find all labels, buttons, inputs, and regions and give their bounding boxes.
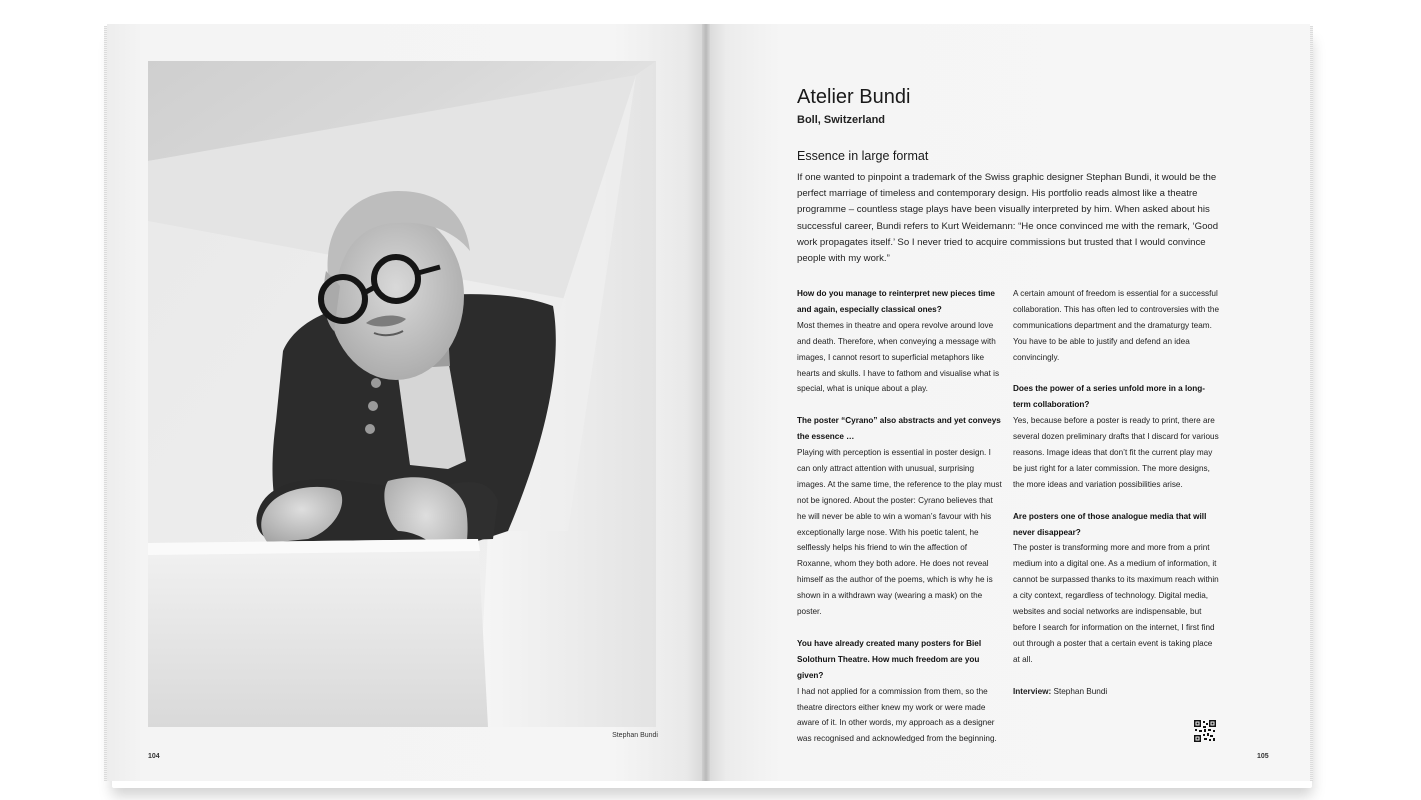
page-number-left: 104 bbox=[148, 753, 160, 760]
interview-answer: Yes, because before a poster is ready to print, there are several dozen preliminary drafts that I discard for various reasons. Image ideas that don’t fit the current play may be just right for a later commission. The more designs, the more ideas and variation possibilities arise. bbox=[1013, 416, 1219, 489]
interview-column-right bbox=[1013, 286, 1219, 700]
intro-paragraph: If one wanted to pinpoint a trademark of the Swiss graphic designer Stephan Bundi, it would be the perfect marriage of timeless and contemporary design. His portfolio reads almost like a theatre programme – countless stage plays have been visually interpreted by him. When asked about his successful career, Bundi refers to Kurt Weidemann: “He once convinced me with the remark, ‘Good work propagates itself.’ So I never tried to acquire commissions but trusted that I would convince people with my work.” bbox=[797, 172, 1219, 265]
credit-name: Stephan Bundi bbox=[1053, 686, 1108, 696]
portrait-photo bbox=[148, 61, 656, 727]
interview-question: The poster “Cyrano” also abstracts and yet conveys the essence … bbox=[797, 416, 1001, 442]
credit-label: Interview: bbox=[1013, 686, 1052, 696]
interview-question: Are posters one of those analogue media that will never disappear? bbox=[1013, 511, 1207, 537]
interview-question: How do you manage to reinterpret new pieces time and again, especially classical ones? bbox=[797, 289, 995, 314]
portrait-illustration bbox=[148, 61, 656, 727]
interview-answer-continued: A certain amount of freedom is essential for a successful collaboration. This has often led to controversies with the communications department and the dramaturgy team. You have to be able to justify and defend an idea convincingly. bbox=[1013, 289, 1220, 362]
photo-caption: Stephan Bundi bbox=[612, 732, 658, 739]
interview-answer: I had not applied for a commission from them, so the theatre directors either knew my work or were made aware of it. In other words, my approach as a designer was recognised and acknowledged from the beginning. bbox=[797, 686, 997, 744]
page-number-right: 105 bbox=[1257, 753, 1269, 760]
book-spine bbox=[702, 24, 710, 781]
interview-answer: Most themes in theatre and opera revolve around love and death. Therefore, when conveying a message with images, I cannot resort to superficial metaphors like hearts and skulls. I have to fathom and visualise what is special, what is unique about a play. bbox=[797, 320, 1000, 394]
interview-answer: Playing with perception is essential in poster design. I can only attract attention with unusual, surprising images. At the same time, the reference to the play must not be ignored. About the poster: Cyrano believes that he will never be able to win a woman’s favour with his exceptionally large nose. With his poetic talent, he selflessly helps his friend to win the affection of Roxanne, whom they both adore. He does not reveal himself as the author of the poems, which is why he is shown in a withdrawn way (wearing a mask) on the poster. bbox=[797, 448, 1002, 617]
interview-question: You have already created many posters for Biel Solothurn Theatre. How much freedom are you given? bbox=[797, 638, 982, 680]
section-heading: Essence in large format bbox=[797, 149, 929, 163]
interview-answer: The poster is transforming more and more from a print medium into a digital one. As a medium of information, it cannot be surpassed thanks to its maximum reach within a city context, regardless of technology. Digital media, websites and social networks are indispensable, but before I search for information on the internet, I first find out through a poster that a certain event is taking place at all. bbox=[1013, 543, 1219, 664]
article-subtitle: Boll, Switzerland bbox=[797, 114, 886, 126]
interview-question: Does the power of a series unfold more in a long-term collaboration? bbox=[1013, 384, 1205, 410]
interview-credit bbox=[1013, 684, 1219, 700]
interview-column-left bbox=[797, 286, 1003, 763]
qr-code-icon[interactable] bbox=[1194, 720, 1216, 742]
article-title: Atelier Bundi bbox=[797, 86, 911, 108]
